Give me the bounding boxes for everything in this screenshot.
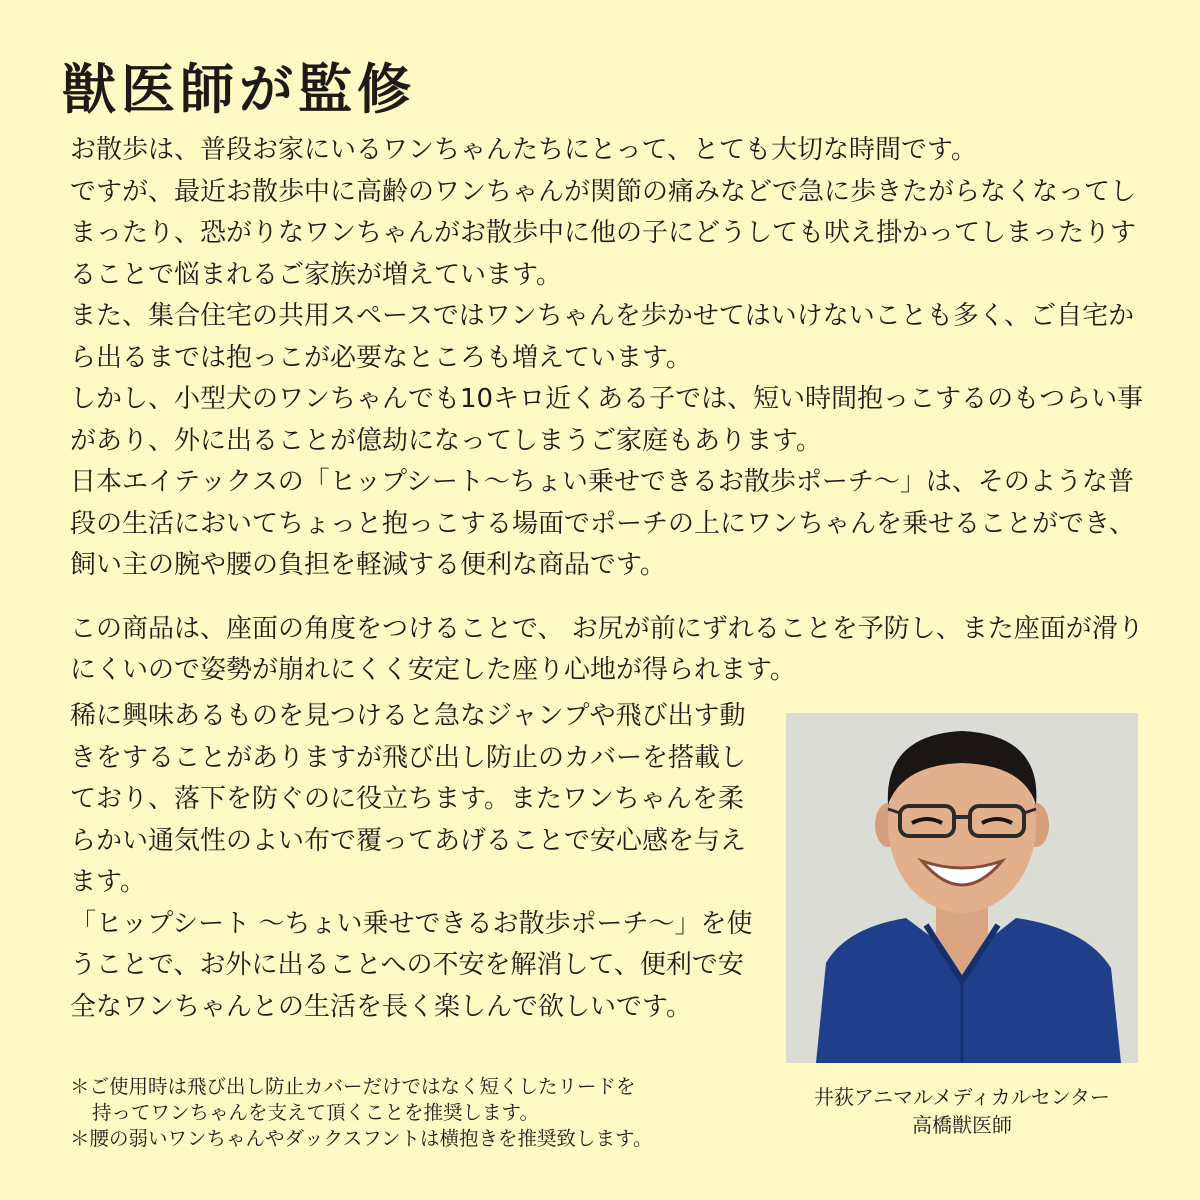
paragraph-gap (70, 587, 1150, 609)
page-title: 獣医師が監修 (62, 58, 416, 121)
note-line-1: ＊ご使用時は飛び出し防止カバーだけではなく短くしたリードを (70, 1075, 636, 1098)
intro-paragraph-2: ですが、最近お散歩中に高齢のワンちゃんが関節の痛みなどで急に歩きたがらなくなってしまったり、恐がりなワンちゃんがお散歩中に他の子にどうしても吠え掛かってしまったりすることで悩まれるご家族が増えています。 (70, 176, 1137, 290)
note-line-2: 持ってワンちゃんを支えて頂くことを推奨します。 (92, 1101, 539, 1124)
feature-text-block (70, 696, 760, 1028)
note-line-3: ＊腰の弱いワンちゃんやダックスフントは横抱きを推奨致します。 (70, 1127, 653, 1150)
feature-paragraph-2: 「ヒップシート 〜ちょい乗せできるお散歩ポーチ〜」を使うことで、お外に出ることへの不安を解消して、便利で安全なワンちゃんとの生活を長く楽しんで欲しいです。 (70, 908, 753, 1022)
clinic-name: 井荻アニマルメディカルセンター (814, 1085, 1110, 1109)
intro-paragraph-1: お散歩は、普段お家にいるワンちゃんたちにとって、とても大切な時間です。 (70, 135, 977, 165)
intro-paragraph-5: 日本エイテックスの「ヒップシート〜ちょい乗せできるお散歩ポーチ〜」は、そのような普段の生活においてちょっと抱っこする場面でポーチの上にワンちゃんを乗せることができ、飼い主の腕や腰の負担を軽減する便利な商品です。 (70, 467, 1135, 580)
photo-caption (770, 1083, 1154, 1139)
feature-paragraph-1: 稀に興味あるものを見つけると急なジャンプや飛び出す動きをすることがありますが飛び出し防止のカバーを搭載しており、落下を防ぐのに役立ちます。またワンちゃんを柔らかい通気性のよい布で覆ってあげることで安心感を与えます。 (70, 701, 747, 897)
product-paragraph: この商品は、座面の角度をつけることで、 お尻が前にずれることを予防し、また座面が滑りにくいので姿勢が崩れにくく安定した座り心地が得られます。 (70, 613, 1144, 685)
veterinarian-photo (786, 713, 1138, 1063)
intro-paragraph-4: しかし、小型犬のワンちゃんでも10キロ近くある子では、短い時間抱っこするのもつらい事があり、外に出ることが億劫になってしまうご家庭もあります。 (70, 384, 1144, 456)
veterinarian-name: 高橋獣医師 (912, 1113, 1012, 1137)
notes-block (70, 1074, 770, 1152)
intro-text-block (70, 130, 1150, 692)
intro-paragraph-3: また、集合住宅の共用スペースではワンちゃんを歩かせてはいけないことも多く、ご自宅から出るまでは抱っこが必要なところも増えています。 (70, 301, 1135, 373)
veterinarian-illustration (786, 713, 1138, 1063)
